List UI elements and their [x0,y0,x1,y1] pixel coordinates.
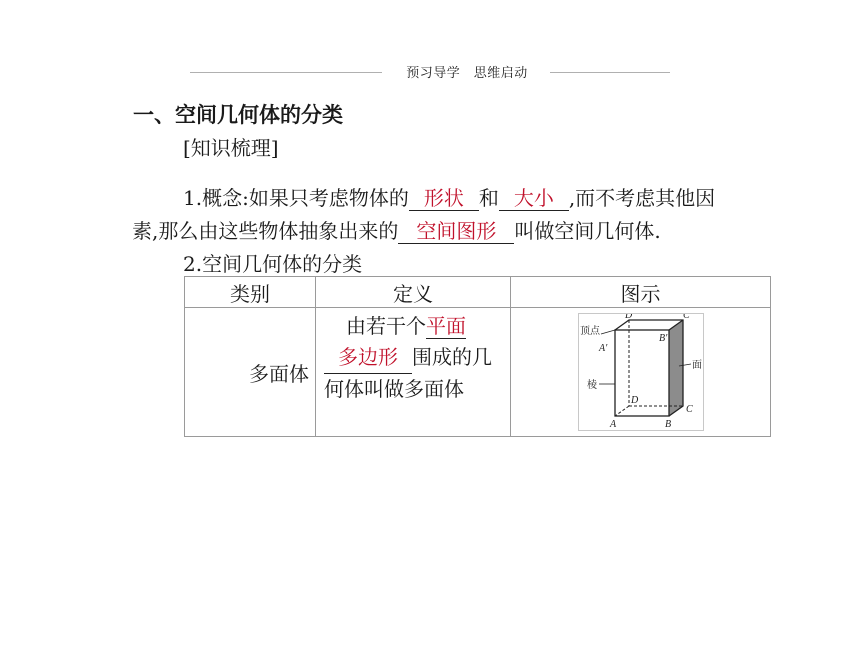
cuboid-diagram [579,314,703,430]
subsection-title: [知识梳理] [183,136,279,160]
concept-and: 和 [478,186,499,210]
classification-heading: 2.空间几何体的分类 [183,252,363,276]
cuboid-figure [578,313,704,431]
blank-plane: 平面 [426,314,466,338]
blank-space-figure: 空间图形 [398,219,514,244]
definition-start: 由若干个 [346,314,426,338]
hidden-edge-diagonal [615,406,629,416]
label-D1: D′ [624,314,634,321]
concept-suffix: 叫做空间几何体. [514,219,661,243]
header-rule-left [190,72,382,73]
concept-line-1 [132,182,812,215]
section-title: 一、空间几何体的分类 [133,103,343,127]
shaded-face [669,320,683,416]
table-header-row [185,277,771,308]
header-rule-right [550,72,670,73]
label-B: B [664,419,671,430]
label-D: D [630,395,638,406]
label-C: C [685,404,693,415]
blank-size: 大小 [499,186,569,211]
label-vertex: 顶点 [579,326,600,337]
section-header [190,62,670,82]
label-edge: 棱 [586,380,597,391]
row-definition [316,308,511,437]
table-row [185,308,771,437]
row-figure [511,308,771,437]
definition-end: 围成的几何体叫做多面体 [324,345,492,401]
row-category: 多面体 [185,308,316,437]
concept-prefix: 1.概念:如果只考虑物体的 [183,186,409,210]
label-B1: B′ [658,333,667,344]
header-definition: 定义 [316,277,511,308]
header-figure: 图示 [511,277,771,308]
concept-mid: ,而不考虑其他因 [568,186,716,210]
label-face: 面 [691,360,702,371]
label-A: A [609,419,616,430]
vertex-pointer [601,330,615,334]
header-text: 预习导学 思维启动 [406,66,528,81]
label-C1: C′ [682,314,692,321]
blank-polygon: 多边形 [324,342,412,374]
blank-shape: 形状 [409,186,479,211]
concept-line-2 [132,215,812,248]
classification-table [184,276,771,437]
concept-line2-prefix: 素,那么由这些物体抽象出来的 [132,219,399,243]
header-category: 类别 [185,277,316,308]
concept-paragraph [132,182,812,248]
label-A1: A′ [598,343,607,354]
